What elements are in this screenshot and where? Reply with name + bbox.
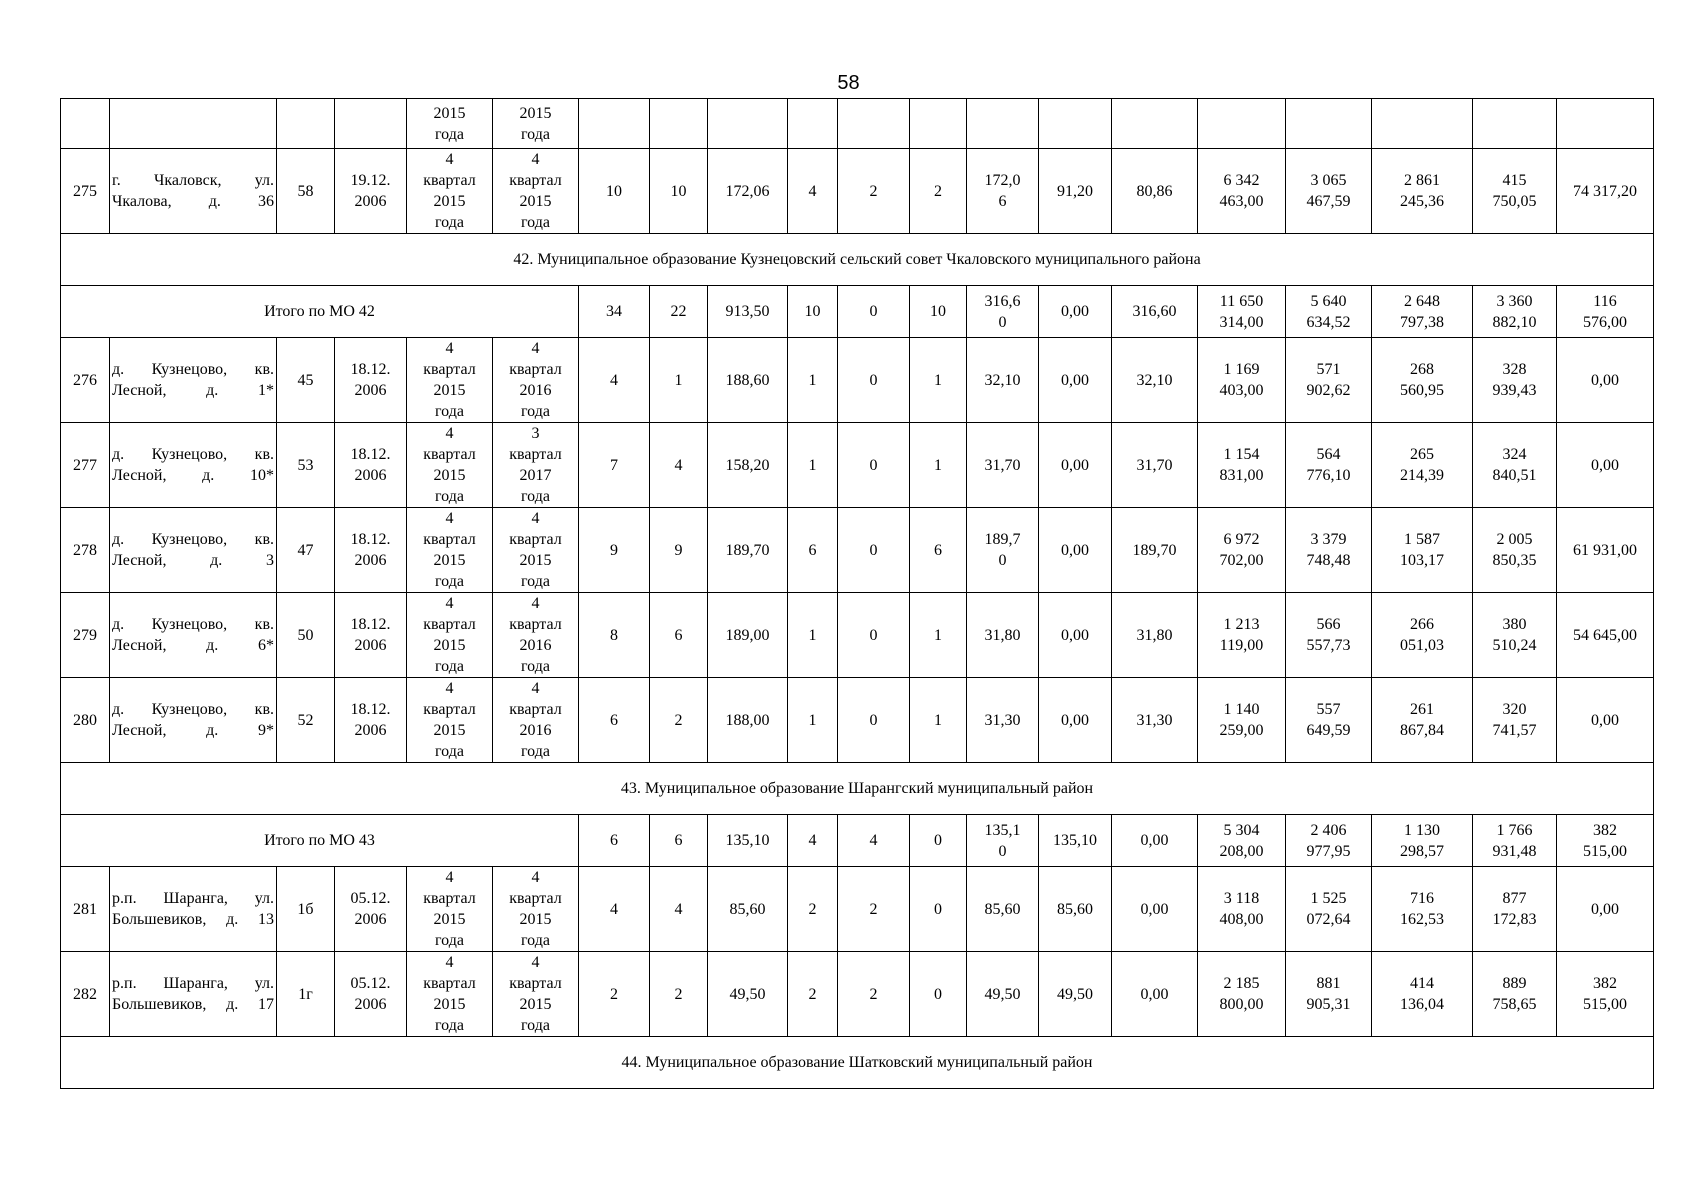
value-v8: 0,00 bbox=[1039, 286, 1112, 338]
value-v8: 0,00 bbox=[1039, 338, 1112, 423]
actual-deadline: 4 квартал 2016 года bbox=[493, 678, 579, 763]
value-v14: 0,00 bbox=[1557, 423, 1654, 508]
value-v14: 0,00 bbox=[1557, 867, 1654, 952]
date-cell: 05.12. 2006 bbox=[335, 952, 407, 1037]
date-cell: 18.12. 2006 bbox=[335, 338, 407, 423]
value-v13: 889 758,65 bbox=[1473, 952, 1557, 1037]
value-v11: 564 776,10 bbox=[1286, 423, 1372, 508]
value-v7: 31,70 bbox=[967, 423, 1039, 508]
actual-deadline: 3 квартал 2017 года bbox=[493, 423, 579, 508]
value-v10: 6 972 702,00 bbox=[1198, 508, 1286, 593]
row-number: 279 bbox=[61, 593, 110, 678]
value-v1: 2 bbox=[579, 952, 650, 1037]
value-v3: 172,06 bbox=[708, 149, 788, 234]
continuation-row bbox=[61, 99, 1654, 149]
value-v8: 0,00 bbox=[1039, 508, 1112, 593]
value-v10: 6 342 463,00 bbox=[1198, 149, 1286, 234]
house-number: 1б bbox=[277, 867, 335, 952]
value-v11: 5 640 634,52 bbox=[1286, 286, 1372, 338]
value-v12: 2 648 797,38 bbox=[1372, 286, 1473, 338]
table-row bbox=[61, 338, 1654, 423]
value-v7: 85,60 bbox=[967, 867, 1039, 952]
value-v14: 54 645,00 bbox=[1557, 593, 1654, 678]
planned-deadline: 4 квартал 2015 года bbox=[407, 423, 493, 508]
value-v11: 557 649,59 bbox=[1286, 678, 1372, 763]
value-v12: 261 867,84 bbox=[1372, 678, 1473, 763]
actual-deadline: 4 квартал 2016 года bbox=[493, 338, 579, 423]
value-v6: 6 bbox=[910, 508, 967, 593]
date-cell: 19.12. 2006 bbox=[335, 149, 407, 234]
value-v7: 32,10 bbox=[967, 338, 1039, 423]
value-v1: 8 bbox=[579, 593, 650, 678]
value-v9: 31,30 bbox=[1112, 678, 1198, 763]
address-cell: р.п. Шаранга, ул. Большевиков, д. 13 bbox=[110, 867, 277, 952]
planned-deadline: 4 квартал 2015 года bbox=[407, 593, 493, 678]
house-number: 58 bbox=[277, 149, 335, 234]
section-row bbox=[61, 763, 1654, 815]
planned-deadline: 4 квартал 2015 года bbox=[407, 338, 493, 423]
value-v7: 135,1 0 bbox=[967, 815, 1039, 867]
address-cell: д. Кузнецово, кв. Лесной, д. 1* bbox=[110, 338, 277, 423]
value-v1: 6 bbox=[579, 815, 650, 867]
planned-deadline: 4 квартал 2015 года bbox=[407, 678, 493, 763]
table-row bbox=[61, 867, 1654, 952]
value-v9: 0,00 bbox=[1112, 952, 1198, 1037]
value-v11: 2 406 977,95 bbox=[1286, 815, 1372, 867]
table-row bbox=[61, 149, 1654, 234]
value-v12: 414 136,04 bbox=[1372, 952, 1473, 1037]
value-v9: 0,00 bbox=[1112, 815, 1198, 867]
value-v12: 266 051,03 bbox=[1372, 593, 1473, 678]
value-v12: 2 861 245,36 bbox=[1372, 149, 1473, 234]
value-v10: 1 140 259,00 bbox=[1198, 678, 1286, 763]
cell-fact: 2015 года bbox=[493, 99, 579, 149]
value-v9: 31,70 bbox=[1112, 423, 1198, 508]
total-label: Итого по МО 42 bbox=[61, 286, 579, 338]
value-v5: 0 bbox=[838, 593, 910, 678]
value-v12: 1 130 298,57 bbox=[1372, 815, 1473, 867]
planned-deadline: 4 квартал 2015 года bbox=[407, 149, 493, 234]
value-v2: 6 bbox=[650, 593, 708, 678]
value-v11: 3 379 748,48 bbox=[1286, 508, 1372, 593]
row-number: 278 bbox=[61, 508, 110, 593]
date-cell: 18.12. 2006 bbox=[335, 423, 407, 508]
value-v7: 31,80 bbox=[967, 593, 1039, 678]
actual-deadline: 4 квартал 2015 года bbox=[493, 149, 579, 234]
value-v7: 172,0 6 bbox=[967, 149, 1039, 234]
value-v5: 2 bbox=[838, 952, 910, 1037]
actual-deadline: 4 квартал 2015 года bbox=[493, 952, 579, 1037]
section-row bbox=[61, 1037, 1654, 1089]
value-v11: 1 525 072,64 bbox=[1286, 867, 1372, 952]
value-v6: 1 bbox=[910, 338, 967, 423]
value-v3: 189,70 bbox=[708, 508, 788, 593]
value-v4: 4 bbox=[788, 149, 838, 234]
value-v12: 1 587 103,17 bbox=[1372, 508, 1473, 593]
house-number: 1г bbox=[277, 952, 335, 1037]
value-v13: 324 840,51 bbox=[1473, 423, 1557, 508]
value-v2: 2 bbox=[650, 952, 708, 1037]
value-v1: 7 bbox=[579, 423, 650, 508]
value-v9: 32,10 bbox=[1112, 338, 1198, 423]
value-v6: 1 bbox=[910, 423, 967, 508]
value-v3: 49,50 bbox=[708, 952, 788, 1037]
address-cell: д. Кузнецово, кв. Лесной, д. 9* bbox=[110, 678, 277, 763]
house-number: 53 bbox=[277, 423, 335, 508]
value-v14: 0,00 bbox=[1557, 678, 1654, 763]
section-title: 43. Муниципальное образование Шарангский муниципальный район bbox=[61, 763, 1654, 815]
table-row bbox=[61, 952, 1654, 1037]
value-v5: 0 bbox=[838, 508, 910, 593]
house-number: 47 bbox=[277, 508, 335, 593]
value-v9: 316,60 bbox=[1112, 286, 1198, 338]
value-v4: 1 bbox=[788, 593, 838, 678]
page-number: 58 bbox=[837, 72, 860, 94]
planned-deadline: 4 квартал 2015 года bbox=[407, 508, 493, 593]
house-number: 52 bbox=[277, 678, 335, 763]
value-v4: 10 bbox=[788, 286, 838, 338]
row-number: 280 bbox=[61, 678, 110, 763]
value-v8: 0,00 bbox=[1039, 423, 1112, 508]
actual-deadline: 4 квартал 2015 года bbox=[493, 508, 579, 593]
value-v1: 34 bbox=[579, 286, 650, 338]
total-row bbox=[61, 815, 1654, 867]
value-v4: 1 bbox=[788, 338, 838, 423]
value-v13: 877 172,83 bbox=[1473, 867, 1557, 952]
value-v14: 0,00 bbox=[1557, 338, 1654, 423]
value-v11: 3 065 467,59 bbox=[1286, 149, 1372, 234]
value-v10: 2 185 800,00 bbox=[1198, 952, 1286, 1037]
table-row bbox=[61, 593, 1654, 678]
value-v11: 566 557,73 bbox=[1286, 593, 1372, 678]
address-cell: д. Кузнецово, кв. Лесной, д. 3 bbox=[110, 508, 277, 593]
value-v4: 1 bbox=[788, 423, 838, 508]
row-number: 275 bbox=[61, 149, 110, 234]
value-v6: 2 bbox=[910, 149, 967, 234]
value-v2: 2 bbox=[650, 678, 708, 763]
value-v5: 2 bbox=[838, 867, 910, 952]
value-v10: 5 304 208,00 bbox=[1198, 815, 1286, 867]
value-v1: 10 bbox=[579, 149, 650, 234]
value-v5: 0 bbox=[838, 423, 910, 508]
value-v2: 9 bbox=[650, 508, 708, 593]
value-v11: 571 902,62 bbox=[1286, 338, 1372, 423]
row-number: 277 bbox=[61, 423, 110, 508]
value-v2: 10 bbox=[650, 149, 708, 234]
value-v2: 4 bbox=[650, 867, 708, 952]
value-v8: 135,10 bbox=[1039, 815, 1112, 867]
date-cell: 05.12. 2006 bbox=[335, 867, 407, 952]
value-v1: 9 bbox=[579, 508, 650, 593]
value-v14: 61 931,00 bbox=[1557, 508, 1654, 593]
address-cell: д. Кузнецово, кв. Лесной, д. 6* bbox=[110, 593, 277, 678]
value-v14: 382 515,00 bbox=[1557, 815, 1654, 867]
address-cell: д. Кузнецово, кв. Лесной, д. 10* bbox=[110, 423, 277, 508]
value-v9: 0,00 bbox=[1112, 867, 1198, 952]
value-v1: 6 bbox=[579, 678, 650, 763]
value-v8: 49,50 bbox=[1039, 952, 1112, 1037]
planned-deadline: 4 квартал 2015 года bbox=[407, 952, 493, 1037]
value-v10: 3 118 408,00 bbox=[1198, 867, 1286, 952]
value-v6: 1 bbox=[910, 678, 967, 763]
value-v7: 189,7 0 bbox=[967, 508, 1039, 593]
section-title: 42. Муниципальное образование Кузнецовский сельский совет Чкаловского муниципального района bbox=[61, 234, 1654, 286]
value-v2: 22 bbox=[650, 286, 708, 338]
value-v13: 380 510,24 bbox=[1473, 593, 1557, 678]
value-v12: 265 214,39 bbox=[1372, 423, 1473, 508]
value-v7: 316,6 0 bbox=[967, 286, 1039, 338]
value-v8: 91,20 bbox=[1039, 149, 1112, 234]
value-v10: 1 213 119,00 bbox=[1198, 593, 1286, 678]
value-v3: 913,50 bbox=[708, 286, 788, 338]
table-row bbox=[61, 423, 1654, 508]
value-v14: 382 515,00 bbox=[1557, 952, 1654, 1037]
value-v6: 0 bbox=[910, 952, 967, 1037]
value-v13: 320 741,57 bbox=[1473, 678, 1557, 763]
value-v4: 6 bbox=[788, 508, 838, 593]
value-v6: 0 bbox=[910, 867, 967, 952]
value-v10: 1 169 403,00 bbox=[1198, 338, 1286, 423]
section-row bbox=[61, 234, 1654, 286]
total-row bbox=[61, 286, 1654, 338]
value-v13: 328 939,43 bbox=[1473, 338, 1557, 423]
value-v5: 4 bbox=[838, 815, 910, 867]
actual-deadline: 4 квартал 2015 года bbox=[493, 867, 579, 952]
value-v13: 1 766 931,48 bbox=[1473, 815, 1557, 867]
value-v3: 135,10 bbox=[708, 815, 788, 867]
value-v9: 189,70 bbox=[1112, 508, 1198, 593]
date-cell: 18.12. 2006 bbox=[335, 593, 407, 678]
row-number: 276 bbox=[61, 338, 110, 423]
value-v3: 158,20 bbox=[708, 423, 788, 508]
value-v10: 11 650 314,00 bbox=[1198, 286, 1286, 338]
value-v3: 188,00 bbox=[708, 678, 788, 763]
value-v13: 415 750,05 bbox=[1473, 149, 1557, 234]
value-v8: 85,60 bbox=[1039, 867, 1112, 952]
value-v13: 2 005 850,35 bbox=[1473, 508, 1557, 593]
value-v2: 4 bbox=[650, 423, 708, 508]
house-number: 50 bbox=[277, 593, 335, 678]
value-v4: 4 bbox=[788, 815, 838, 867]
value-v5: 0 bbox=[838, 678, 910, 763]
cell-plan: 2015 года bbox=[407, 99, 493, 149]
value-v14: 116 576,00 bbox=[1557, 286, 1654, 338]
row-number: 282 bbox=[61, 952, 110, 1037]
address-cell: р.п. Шаранга, ул. Большевиков, д. 17 bbox=[110, 952, 277, 1037]
value-v2: 6 bbox=[650, 815, 708, 867]
actual-deadline: 4 квартал 2016 года bbox=[493, 593, 579, 678]
value-v9: 80,86 bbox=[1112, 149, 1198, 234]
value-v5: 0 bbox=[838, 338, 910, 423]
value-v11: 881 905,31 bbox=[1286, 952, 1372, 1037]
value-v5: 2 bbox=[838, 149, 910, 234]
table-row bbox=[61, 508, 1654, 593]
value-v7: 49,50 bbox=[967, 952, 1039, 1037]
housing-register-table bbox=[60, 98, 1654, 1089]
value-v4: 1 bbox=[788, 678, 838, 763]
row-number: 281 bbox=[61, 867, 110, 952]
value-v6: 0 bbox=[910, 815, 967, 867]
table-row bbox=[61, 678, 1654, 763]
value-v3: 188,60 bbox=[708, 338, 788, 423]
value-v12: 268 560,95 bbox=[1372, 338, 1473, 423]
value-v4: 2 bbox=[788, 952, 838, 1037]
value-v2: 1 bbox=[650, 338, 708, 423]
value-v1: 4 bbox=[579, 338, 650, 423]
date-cell: 18.12. 2006 bbox=[335, 508, 407, 593]
value-v9: 31,80 bbox=[1112, 593, 1198, 678]
value-v8: 0,00 bbox=[1039, 593, 1112, 678]
value-v1: 4 bbox=[579, 867, 650, 952]
date-cell: 18.12. 2006 bbox=[335, 678, 407, 763]
section-title: 44. Муниципальное образование Шатковский муниципальный район bbox=[61, 1037, 1654, 1089]
value-v6: 10 bbox=[910, 286, 967, 338]
house-number: 45 bbox=[277, 338, 335, 423]
value-v8: 0,00 bbox=[1039, 678, 1112, 763]
value-v4: 2 bbox=[788, 867, 838, 952]
value-v12: 716 162,53 bbox=[1372, 867, 1473, 952]
value-v3: 85,60 bbox=[708, 867, 788, 952]
address-cell: г. Чкаловск, ул. Чкалова, д. 36 bbox=[110, 149, 277, 234]
value-v13: 3 360 882,10 bbox=[1473, 286, 1557, 338]
value-v7: 31,30 bbox=[967, 678, 1039, 763]
value-v3: 189,00 bbox=[708, 593, 788, 678]
planned-deadline: 4 квартал 2015 года bbox=[407, 867, 493, 952]
value-v5: 0 bbox=[838, 286, 910, 338]
value-v10: 1 154 831,00 bbox=[1198, 423, 1286, 508]
total-label: Итого по МО 43 bbox=[61, 815, 579, 867]
value-v14: 74 317,20 bbox=[1557, 149, 1654, 234]
value-v6: 1 bbox=[910, 593, 967, 678]
